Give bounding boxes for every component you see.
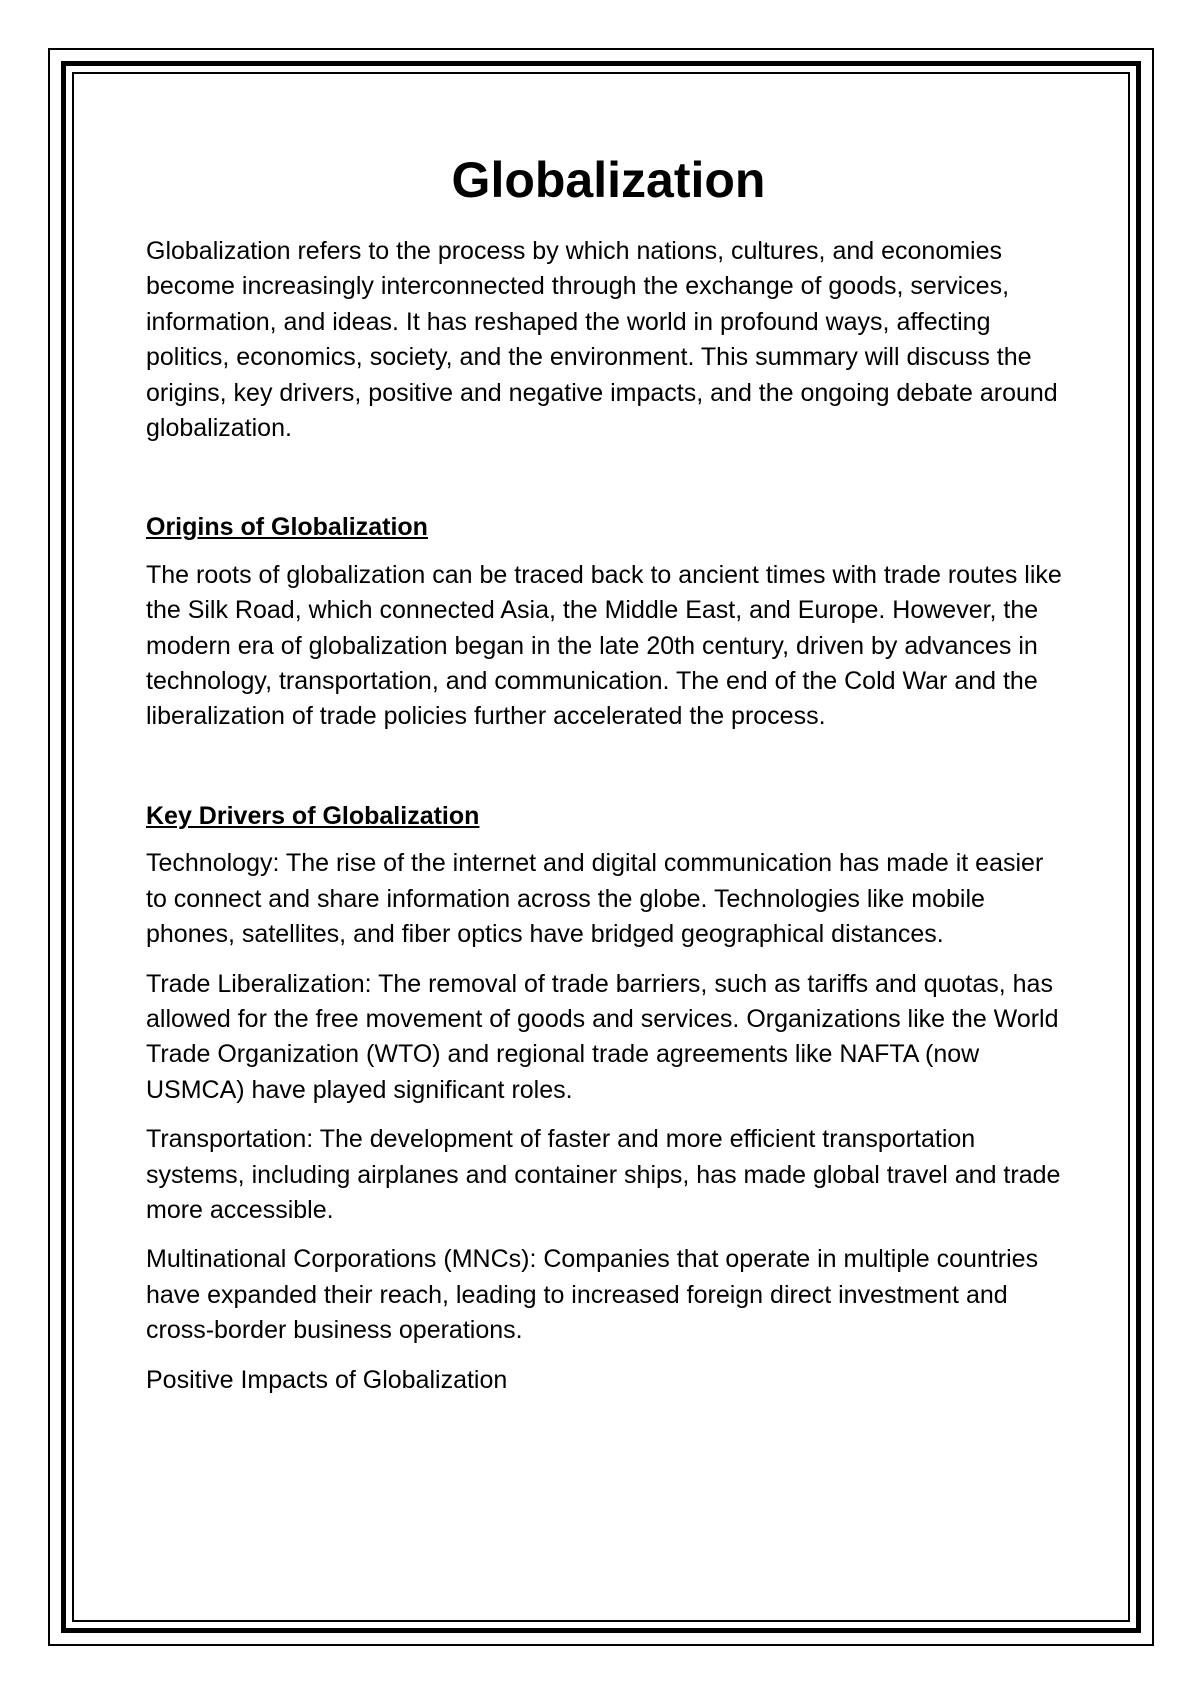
driver-mncs-paragraph: Multinational Corporations (MNCs): Companies that operate in multiple countries have expanded their reach, leading to increased foreign direct investment and cross-border business operations. (146, 1245, 1039, 1345)
section-heading-key-drivers: Key Drivers of Globalization (146, 801, 480, 830)
driver-transportation-paragraph: Transportation: The development of faster and more efficient transportation systems, including airplanes and container ships, has made global travel and trade more accessible. (146, 1125, 1061, 1224)
section-key-drivers (146, 799, 1071, 1398)
section-heading-origins: Origins of Globalization (146, 513, 428, 542)
section-spacer (146, 446, 1071, 510)
document-body (146, 140, 1071, 1398)
origins-paragraph: The roots of globalization can be traced back to ancient times with trade routes like the Silk Road, which connected Asia, the Middle East, and Europe. However, the modern era of globalization began in the late 20th century, driven by advances in technology, transportation, and communication. The end of the Cold War and the liberalization of trade policies further accelerated the process. (146, 560, 1062, 731)
driver-trade-liberalization-paragraph: Trade Liberalization: The removal of trade barriers, such as tariffs and quotas, has allowed for the free movement of goods and services. Organizations like the World Trade Organization (WTO) and regional trade agreements like NAFTA (now USMCA) have played significant roles. (146, 969, 1059, 1104)
document-title: Globalization (451, 152, 766, 208)
section-spacer (146, 735, 1071, 799)
driver-technology-paragraph: Technology: The rise of the internet and digital communication has made it easier to connect and share information across the globe. Technologies like mobile phones, satellites, and fiber optics have bridged geographical distances. (146, 849, 1044, 949)
section-origins (146, 510, 1071, 734)
positive-impacts-line: Positive Impacts of Globalization (146, 1365, 508, 1394)
intro-paragraph: Globalization refers to the process by which nations, cultures, and economies become increasingly interconnected through the exchange of goods, services, information, and ideas. It has reshaped the world in profound ways, affecting politics, economics, society, and the environment. This summary will discuss the origins, key drivers, positive and negative impacts, and the ongoing debate around globalization. (146, 237, 1058, 443)
